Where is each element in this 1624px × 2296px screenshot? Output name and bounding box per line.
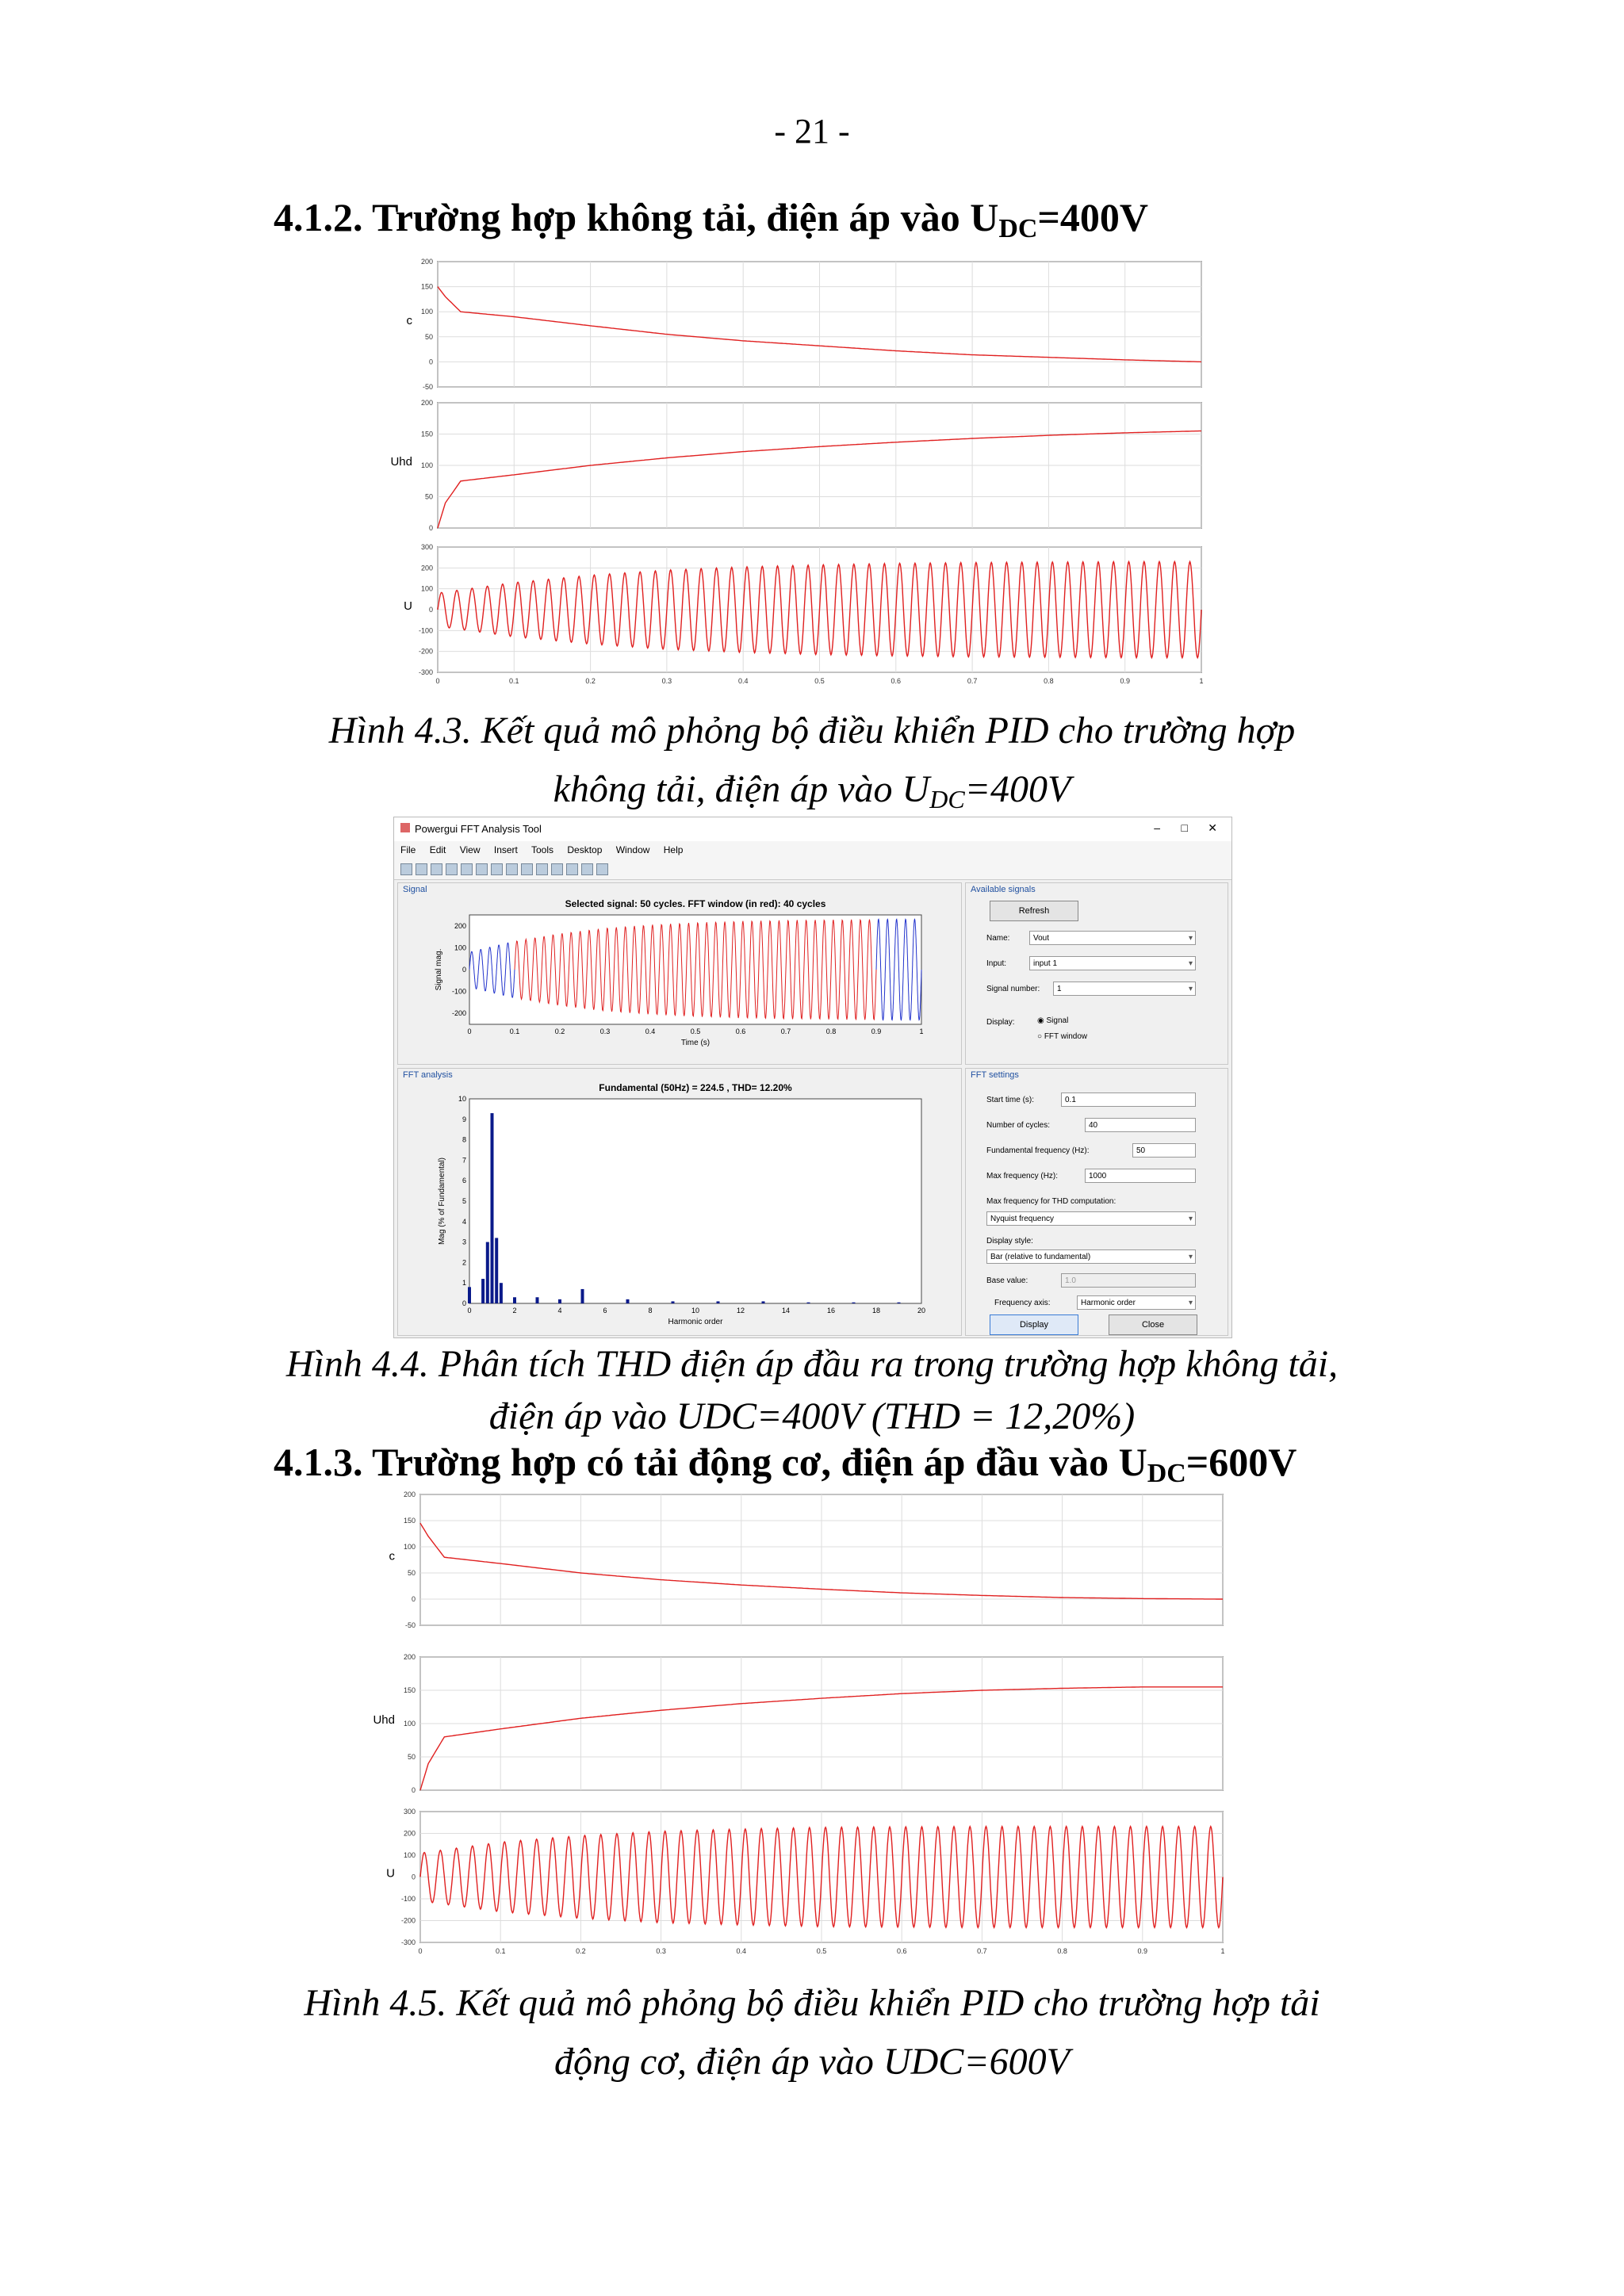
data-cursor-icon[interactable] [536, 863, 548, 875]
window-titlebar [394, 817, 1231, 841]
display-style-label: Display style: [986, 1237, 1033, 1246]
fft-plot-title: Fundamental (50Hz) = 224.5 , THD= 12.20% [599, 1082, 792, 1093]
x-tick-label: 20 [917, 1307, 926, 1314]
y-axis-label: c [389, 1549, 395, 1563]
menu-help[interactable]: Help [663, 844, 684, 855]
name-label: Name: [986, 934, 1010, 943]
save-icon[interactable] [431, 863, 442, 875]
y-tick-label: 7 [462, 1156, 466, 1165]
fft-bar [500, 1283, 503, 1303]
y-tick-label: -100 [451, 987, 466, 996]
link-icon[interactable] [566, 863, 578, 875]
maximize-button[interactable]: □ [1181, 821, 1188, 834]
fft-bar [491, 1113, 494, 1303]
menu-file[interactable]: File [400, 844, 416, 855]
figure-4-3-scope [390, 258, 1237, 690]
menu-edit[interactable]: Edit [429, 844, 446, 855]
y-tick-label: -50 [404, 1621, 416, 1629]
y-axis-label: U [386, 1866, 395, 1881]
max-frequency-input[interactable]: 1000 [1085, 1169, 1196, 1183]
scope-panel-c [407, 258, 1202, 391]
x-tick-label: 0.3 [599, 1027, 611, 1035]
input-label: Input: [986, 959, 1007, 968]
available-signals-title: Available signals [971, 885, 1036, 894]
signal-number-label: Signal number: [986, 985, 1040, 993]
new-icon[interactable] [400, 863, 412, 875]
y-tick-label: 0 [428, 358, 433, 366]
fft-bar [536, 1297, 539, 1303]
y-axis-label: Uhd [373, 1713, 395, 1727]
x-tick-label: 0.1 [509, 1027, 520, 1035]
x-tick-label: 0.5 [814, 677, 825, 685]
y-tick-label: -100 [400, 1895, 416, 1903]
x-tick-label: 0.4 [645, 1027, 656, 1035]
y-tick-label: -300 [418, 668, 433, 676]
scope-panel-U [404, 543, 1201, 676]
max-frequency-label: Max frequency (Hz): [986, 1172, 1059, 1181]
display-style-select[interactable]: Bar (relative to fundamental) ▾ [986, 1249, 1196, 1264]
y-tick-label: 8 [462, 1135, 466, 1144]
print-icon[interactable] [446, 863, 458, 875]
signal-number-select[interactable]: 1 ▾ [1053, 982, 1196, 996]
fft-bar [513, 1297, 516, 1303]
scope-panel-Uhd [390, 399, 1201, 532]
x-tick-label: 1 [919, 1027, 924, 1035]
y-tick-label: 0 [411, 1595, 416, 1603]
menu-desktop[interactable]: Desktop [567, 844, 603, 855]
y-tick-label: 200 [403, 1490, 416, 1498]
frequency-axis-select[interactable]: Harmonic order ▾ [1077, 1295, 1196, 1310]
y-tick-label: 3 [462, 1238, 466, 1246]
caption-fig-4-4 [0, 1338, 1624, 1443]
x-tick-label: 0.9 [871, 1027, 882, 1035]
caption-fig-4-5-line1: Hình 4.5. Kết quả mô phỏng bộ điều khiển PID cho trường hợp tải [304, 1982, 1320, 2024]
refresh-button[interactable]: Refresh [990, 901, 1078, 921]
caption-fig-4-3-line2: không tải, điện áp vào $U_{DC}=400V$ [553, 768, 1071, 813]
y-tick-label: 10 [458, 1095, 466, 1103]
section-heading-4-1-2: 4.1.2. Trường hợp không tải, điện áp vào $U_{DC}=400V$ [274, 195, 1149, 243]
x-tick-label: 12 [736, 1307, 745, 1314]
available-signals-panel [965, 882, 1228, 1065]
fft-bar [717, 1301, 720, 1303]
zoom-out-icon[interactable] [491, 863, 503, 875]
y-tick-label: 9 [462, 1115, 466, 1123]
x-tick-label: 0.7 [967, 677, 978, 685]
y-tick-label: 200 [403, 1653, 416, 1661]
fft-analysis-window [393, 817, 1232, 1338]
rotate-icon[interactable] [521, 863, 533, 875]
fundamental-frequency-label: Fundamental frequency (Hz): [986, 1146, 1090, 1155]
y-tick-label: 100 [403, 1720, 416, 1728]
y-axis-label: U [404, 599, 412, 613]
y-tick-label: 5 [462, 1197, 466, 1205]
y-axis-label: Uhd [390, 455, 412, 469]
fft-y-axis-label: Mag (% of Fundamental) [438, 1157, 446, 1246]
fft-settings-panel [965, 1068, 1228, 1336]
y-tick-label: 4 [462, 1217, 466, 1226]
y-tick-label: 200 [403, 1829, 416, 1838]
zoom-in-icon[interactable] [476, 863, 488, 875]
frequency-axis-label: Frequency axis: [994, 1299, 1051, 1307]
y-tick-label: 300 [420, 543, 433, 551]
scope-panel-Uhd [373, 1653, 1223, 1794]
y-tick-label: -300 [400, 1938, 416, 1946]
signal-plot-title: Selected signal: 50 cycles. FFT window (in red): 40 cycles [565, 898, 826, 909]
y-tick-label: 300 [403, 1808, 416, 1816]
x-tick-label: 0.7 [780, 1027, 791, 1035]
fft-x-axis-label: Harmonic order [668, 1318, 723, 1326]
name-select[interactable]: Vout ▾ [1029, 931, 1196, 945]
menu-bar [394, 841, 1231, 859]
y-tick-label: 0 [428, 606, 433, 614]
start-time-input[interactable]: 0.1 [1061, 1093, 1196, 1107]
close-button[interactable]: Close [1109, 1314, 1197, 1335]
fft-bar [558, 1299, 561, 1303]
fft-bar [762, 1301, 765, 1303]
caption-fig-4-3-line1: Hình 4.3. Kết quả mô phỏng bộ điều khiển PID cho trường hợp [328, 710, 1296, 752]
y-tick-label: -100 [418, 626, 433, 635]
brush-icon[interactable] [551, 863, 563, 875]
y-tick-label: 0 [411, 1873, 416, 1881]
x-tick-label: 0.4 [737, 677, 749, 685]
cycles-label: Number of cycles: [986, 1121, 1051, 1130]
pointer-icon[interactable] [461, 863, 473, 875]
y-tick-label: -200 [400, 1916, 416, 1925]
x-tick-label: 0.2 [554, 1027, 565, 1035]
signal-plot [398, 883, 961, 1064]
scope-panel-c [389, 1490, 1224, 1629]
x-tick-label: 8 [648, 1307, 653, 1314]
y-tick-label: 150 [403, 1686, 416, 1694]
window-title: Powergui FFT Analysis Tool [415, 823, 542, 835]
y-tick-label: 100 [454, 943, 466, 952]
y-tick-label: -50 [422, 383, 433, 391]
y-tick-label: 100 [420, 461, 433, 469]
x-tick-label: 0.1 [495, 1947, 506, 1955]
fft-spectrum-plot [398, 1069, 961, 1335]
x-tick-label: 0.7 [977, 1947, 987, 1955]
close-window-button[interactable]: ✕ [1208, 821, 1217, 834]
fft-bar [672, 1301, 675, 1303]
x-tick-label: 0 [467, 1307, 472, 1314]
x-tick-label: 6 [603, 1307, 607, 1314]
thd-frequency-select[interactable]: Nyquist frequency ▾ [986, 1211, 1196, 1226]
x-tick-label: 0.4 [736, 1947, 747, 1955]
signal-y-axis-label: Signal mag. [435, 948, 443, 991]
y-tick-label: 100 [420, 584, 433, 593]
x-tick-label: 0 [435, 677, 440, 685]
menu-view[interactable]: View [459, 844, 481, 855]
y-tick-label: 6 [462, 1177, 466, 1185]
x-tick-label: 0.9 [1137, 1947, 1148, 1955]
x-tick-label: 0 [467, 1027, 472, 1035]
x-tick-label: 0 [418, 1947, 423, 1955]
toolbar [394, 859, 1231, 880]
base-value-input[interactable]: 1.0 [1061, 1273, 1196, 1288]
menu-tools[interactable]: Tools [531, 844, 554, 855]
fft-bar [581, 1289, 584, 1303]
y-tick-label: 150 [420, 282, 433, 291]
x-tick-label: 14 [781, 1307, 791, 1314]
x-tick-label: 0.5 [816, 1947, 827, 1955]
x-tick-label: 10 [691, 1307, 700, 1314]
x-tick-label: 0.8 [1057, 1947, 1067, 1955]
display-fft-window-radio[interactable]: ○ FFT window [1037, 1032, 1088, 1041]
x-tick-label: 0.5 [690, 1027, 701, 1035]
y-tick-label: 0 [462, 966, 466, 974]
x-tick-label: 0.1 [509, 677, 519, 685]
fundamental-frequency-input[interactable]: 50 [1132, 1143, 1196, 1158]
cycles-input[interactable]: 40 [1085, 1118, 1196, 1132]
fft-bar [468, 1287, 471, 1303]
fft-analysis-panel [397, 1068, 962, 1336]
x-tick-label: 0.3 [656, 1947, 666, 1955]
colorbar-icon[interactable] [581, 863, 593, 875]
y-tick-label: 100 [420, 308, 433, 316]
signal-x-axis-label: Time (s) [680, 1039, 710, 1047]
x-tick-label: 1 [1199, 677, 1204, 685]
y-tick-label: 0 [428, 524, 433, 532]
y-axis-label: c [406, 314, 412, 327]
fft-bar [481, 1279, 485, 1303]
caption-fig-4-3 [0, 702, 1624, 828]
y-tick-label: 150 [403, 1517, 416, 1525]
x-tick-label: 0.6 [891, 677, 902, 685]
x-tick-label: 2 [512, 1307, 517, 1314]
y-tick-label: 50 [424, 332, 433, 341]
input-select[interactable]: input 1 ▾ [1029, 956, 1196, 970]
y-tick-label: -200 [418, 647, 433, 656]
menu-insert[interactable]: Insert [493, 844, 518, 855]
display-button[interactable]: Display [990, 1314, 1078, 1335]
thd-frequency-label: Max frequency for THD computation: [986, 1197, 1116, 1206]
figure-4-5-scope [373, 1490, 1237, 1966]
x-tick-label: 18 [871, 1307, 881, 1314]
y-tick-label: 100 [403, 1851, 416, 1859]
y-tick-label: 50 [424, 492, 433, 501]
y-tick-label: 2 [462, 1258, 466, 1267]
scope-panel-U [386, 1808, 1223, 1946]
display-label: Display: [986, 1018, 1015, 1027]
x-tick-label: 0.8 [825, 1027, 837, 1035]
y-tick-label: 150 [420, 430, 433, 438]
signal-panel-title: Signal [403, 885, 427, 894]
x-tick-label: 0.3 [661, 677, 672, 685]
x-tick-label: 0.2 [576, 1947, 586, 1955]
y-tick-label: -200 [451, 1009, 466, 1018]
x-tick-label: 0.8 [1044, 677, 1054, 685]
pan-icon[interactable] [506, 863, 518, 875]
fft-bar [486, 1242, 489, 1303]
x-tick-label: 1 [1220, 1947, 1225, 1955]
display-signal-radio[interactable]: ◉ Signal [1037, 1016, 1069, 1025]
y-tick-label: 50 [407, 1569, 416, 1577]
fft-settings-title: FFT settings [971, 1070, 1019, 1080]
y-tick-label: 0 [411, 1786, 416, 1794]
app-icon [400, 823, 410, 832]
plot-frame [469, 1099, 921, 1303]
menu-window[interactable]: Window [615, 844, 650, 855]
y-tick-label: 1 [462, 1279, 466, 1288]
y-tick-label: 200 [420, 258, 433, 266]
y-tick-label: 100 [403, 1543, 416, 1551]
x-tick-label: 16 [826, 1307, 836, 1314]
minimize-button[interactable]: – [1154, 821, 1160, 834]
fft-analysis-panel-title: FFT analysis [403, 1070, 453, 1080]
legend-icon[interactable] [596, 863, 608, 875]
caption-fig-4-4-line1: Hình 4.4. Phân tích THD điện áp đầu ra trong trường hợp không tải, [285, 1343, 1339, 1385]
caption-fig-4-5-line2: động cơ, điện áp vào UDC=600V [554, 2041, 1070, 2083]
fft-bar [495, 1238, 498, 1303]
base-value-label: Base value: [986, 1276, 1028, 1285]
y-tick-label: 200 [420, 564, 433, 572]
open-icon[interactable] [416, 863, 427, 875]
page-number: - 21 - [774, 112, 850, 151]
fft-bar [626, 1299, 630, 1303]
y-tick-label: 0 [462, 1299, 466, 1307]
x-tick-label: 0.6 [896, 1947, 907, 1955]
x-tick-label: 0.9 [1120, 677, 1130, 685]
x-tick-label: 4 [557, 1307, 562, 1314]
y-tick-label: 200 [454, 921, 466, 930]
caption-fig-4-5 [0, 1974, 1624, 2091]
x-tick-label: 0.6 [735, 1027, 746, 1035]
start-time-label: Start time (s): [986, 1096, 1035, 1104]
section-heading-4-1-3: 4.1.3. Trường hợp có tải động cơ, điện áp đầu vào $U_{DC}=600V$ [274, 1440, 1297, 1488]
y-tick-label: 50 [407, 1753, 416, 1761]
y-tick-label: 200 [420, 399, 433, 407]
caption-fig-4-4-line2: điện áp vào UDC=400V (THD = 12,20%) [488, 1395, 1136, 1437]
signal-panel [397, 882, 962, 1065]
x-tick-label: 0.2 [585, 677, 596, 685]
